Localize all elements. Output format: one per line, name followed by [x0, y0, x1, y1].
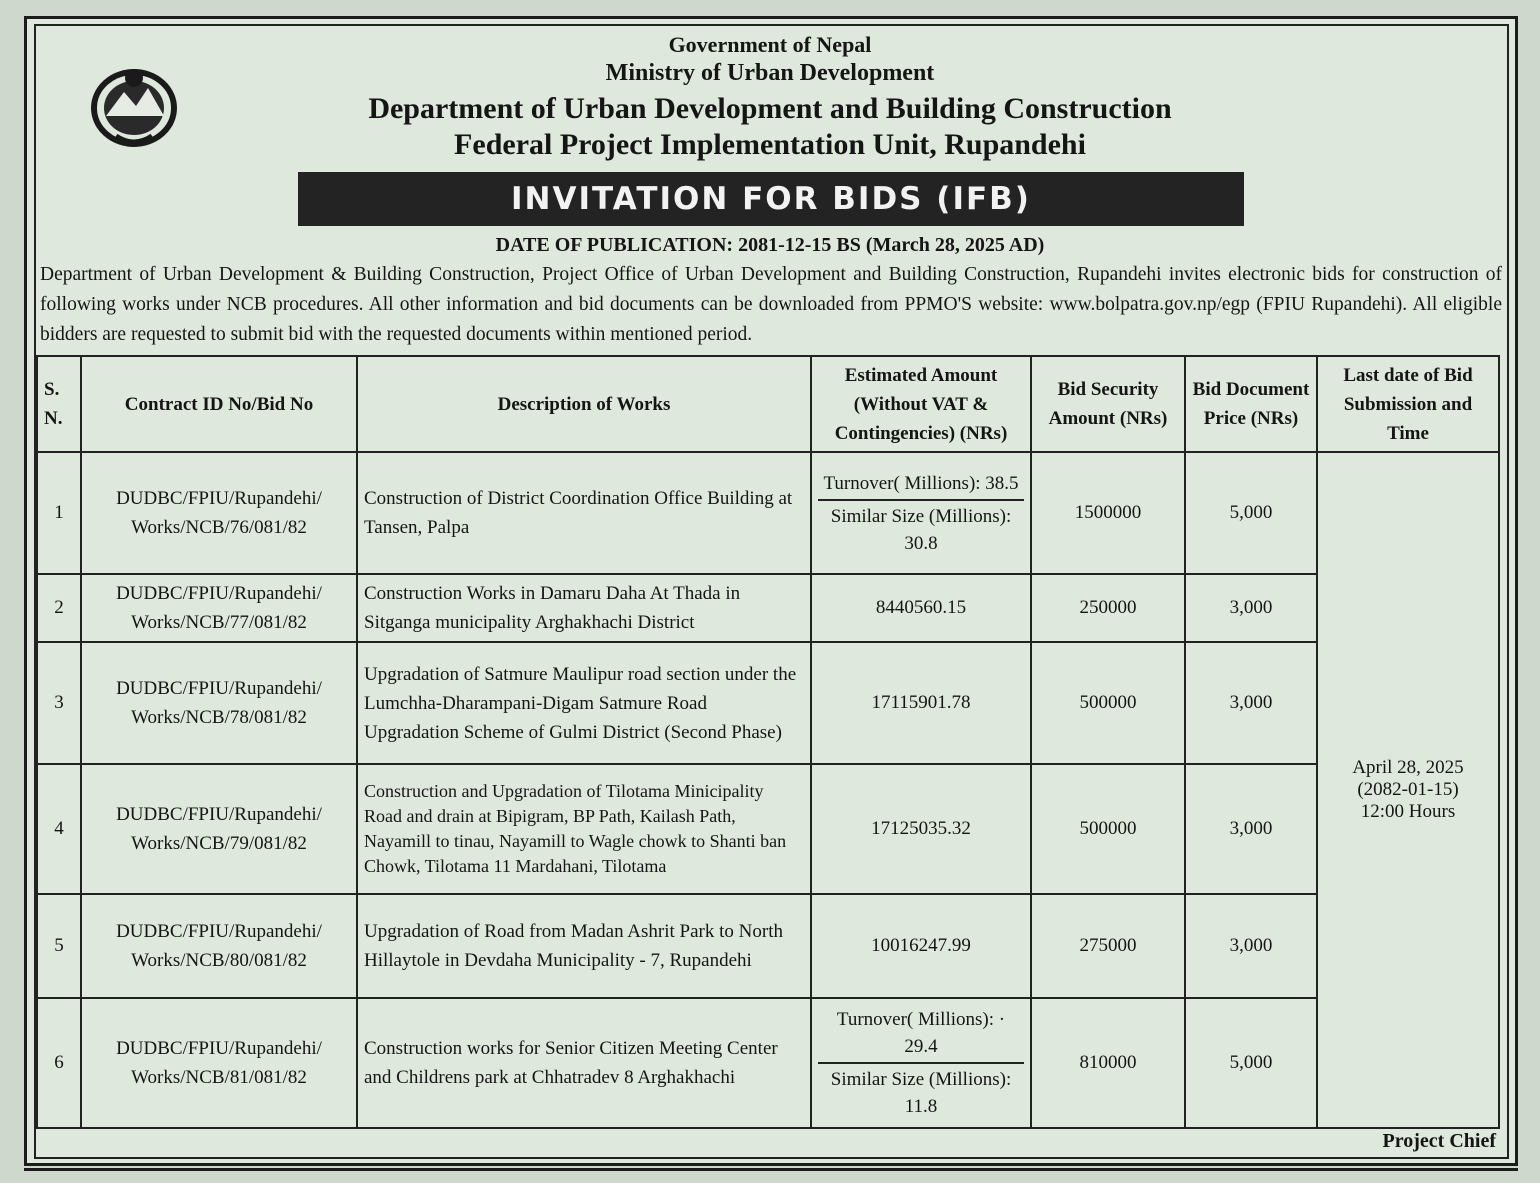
row-sn: 5 — [37, 894, 81, 998]
row-description: Construction works for Senior Citizen Meeting Center and Childrens park at Chhatradev 8 Arghakhachi — [357, 998, 811, 1128]
contract-id-line1: DUDBC/FPIU/Rupandehi/ — [116, 488, 322, 509]
header-sn: S. N. — [37, 356, 81, 452]
row-estimated — [811, 998, 1031, 1128]
row-security: 810000 — [1031, 998, 1185, 1128]
row-estimated: 10016247.99 — [811, 894, 1031, 998]
contract-id-line2: Works/NCB/79/081/82 — [131, 833, 307, 854]
table-header-row — [37, 356, 1499, 452]
contract-id-line1: DUDBC/FPIU/Rupandehi/ — [116, 921, 322, 942]
contract-id-line2: Works/NCB/80/081/82 — [131, 950, 307, 971]
contract-id-line2: Works/NCB/81/081/82 — [131, 1067, 307, 1088]
row-doc-price: 3,000 — [1185, 894, 1317, 998]
row-contract-id — [81, 764, 357, 894]
similar-size-value: Similar Size (Millions): 30.8 — [830, 505, 1012, 554]
row-estimated: 17115901.78 — [811, 642, 1031, 764]
similar-size-value: Similar Size (Millions): 11.8 — [830, 1069, 1012, 1117]
table-row — [37, 642, 1499, 764]
header-government: Government of Nepal — [668, 32, 872, 57]
header-description: Description of Works — [357, 356, 811, 452]
row-security: 500000 — [1031, 642, 1185, 764]
row-estimated: 17125035.32 — [811, 764, 1031, 894]
table-row — [37, 894, 1499, 998]
header-contract: Contract ID No/Bid No — [81, 356, 357, 452]
header-department: Department of Urban Development and Building Construction — [368, 92, 1172, 125]
row-doc-price: 5,000 — [1185, 452, 1317, 574]
row-sn: 4 — [37, 764, 81, 894]
bids-table — [36, 355, 1500, 1129]
row-doc-price: 3,000 — [1185, 764, 1317, 894]
header-doc-price: Bid Document Price (NRs) — [1185, 356, 1317, 452]
row-doc-price: 3,000 — [1185, 642, 1317, 764]
row-contract-id — [81, 642, 357, 764]
last-date-bs: (2082-01-15) — [1357, 779, 1459, 800]
bottom-divider — [24, 1168, 1518, 1171]
ifb-banner: INVITATION FOR BIDS (IFB) — [298, 172, 1244, 226]
contract-id-line2: Works/NCB/78/081/82 — [131, 707, 307, 728]
row-contract-id — [81, 894, 357, 998]
turnover-value: Turnover( Millions): 38.5 — [818, 468, 1024, 501]
row-security: 1500000 — [1031, 452, 1185, 574]
contract-id-line1: DUDBC/FPIU/Rupandehi/ — [116, 804, 322, 825]
row-contract-id — [81, 998, 357, 1128]
last-date-cell — [1317, 452, 1499, 1128]
table-row — [37, 452, 1499, 574]
contract-id-line1: DUDBC/FPIU/Rupandehi/ — [116, 1038, 322, 1059]
row-estimated: 8440560.15 — [811, 574, 1031, 642]
table-row — [37, 998, 1499, 1128]
publication-date: DATE OF PUBLICATION: 2081-12-15 BS (March 28, 2025 AD) — [495, 234, 1045, 256]
row-description: Construction of District Coordination Office Building at Tansen, Palpa — [357, 452, 811, 574]
row-security: 500000 — [1031, 764, 1185, 894]
header-unit: Federal Project Implementation Unit, Rupandehi — [454, 128, 1086, 161]
row-description: Construction and Upgradation of Tilotama Minicipality Road and drain at Bipigram, BP Path, Kailash Path, Nayamill to tinau, Nayamill to Wagle chowk to Shanti ban Chowk, Tilotama 11 Mardahani, Tilotama — [357, 764, 811, 894]
row-sn: 6 — [37, 998, 81, 1128]
last-date-ad: April 28, 2025 — [1352, 757, 1464, 778]
row-description: Construction Works in Damaru Daha At Thada in Sitganga municipality Arghakhachi District — [357, 574, 811, 642]
row-doc-price: 3,000 — [1185, 574, 1317, 642]
row-sn: 2 — [37, 574, 81, 642]
row-estimated — [811, 452, 1031, 574]
table-row — [37, 764, 1499, 894]
row-security: 250000 — [1031, 574, 1185, 642]
contract-id-line2: Works/NCB/77/081/82 — [131, 612, 307, 633]
signature-project-chief: Project Chief — [1382, 1130, 1496, 1152]
row-contract-id — [81, 574, 357, 642]
table-row — [37, 574, 1499, 642]
intro-paragraph: Department of Urban Development & Building Construction, Project Office of Urban Development and Building Construction, Rupandehi invites electronic bids for construction of following works under NCB procedures. All other information and bid documents can be downloaded from PPMO'S website: www.bolpatra.gov.np/egp (FPIU Rupandehi). All eligible bidders are requested to submit bid with the requested documents within mentioned period. — [40, 264, 1502, 345]
row-description: Upgradation of Satmure Maulipur road section under the Lumchha-Dharampani-Digam Satmure Road Upgradation Scheme of Gulmi District (Second Phase) — [357, 642, 811, 764]
last-date-time: 12:00 Hours — [1360, 801, 1456, 822]
row-sn: 1 — [37, 452, 81, 574]
row-security: 275000 — [1031, 894, 1185, 998]
contract-id-line2: Works/NCB/76/081/82 — [131, 517, 307, 538]
row-doc-price: 5,000 — [1185, 998, 1317, 1128]
header-ministry: Ministry of Urban Development — [605, 60, 935, 86]
header-estimated: Estimated Amount (Without VAT & Contingencies) (NRs) — [811, 356, 1031, 452]
row-description: Upgradation of Road from Madan Ashrit Park to North Hillaytole in Devdaha Municipality - 7, Rupandehi — [357, 894, 811, 998]
contract-id-line1: DUDBC/FPIU/Rupandehi/ — [116, 583, 322, 604]
row-sn: 3 — [37, 642, 81, 764]
contract-id-line1: DUDBC/FPIU/Rupandehi/ — [116, 678, 322, 699]
turnover-value: Turnover( Millions): · 29.4 — [818, 1004, 1024, 1064]
row-contract-id — [81, 452, 357, 574]
header-last-date: Last date of Bid Submission and Time — [1317, 356, 1499, 452]
header-security: Bid Security Amount (NRs) — [1031, 356, 1185, 452]
